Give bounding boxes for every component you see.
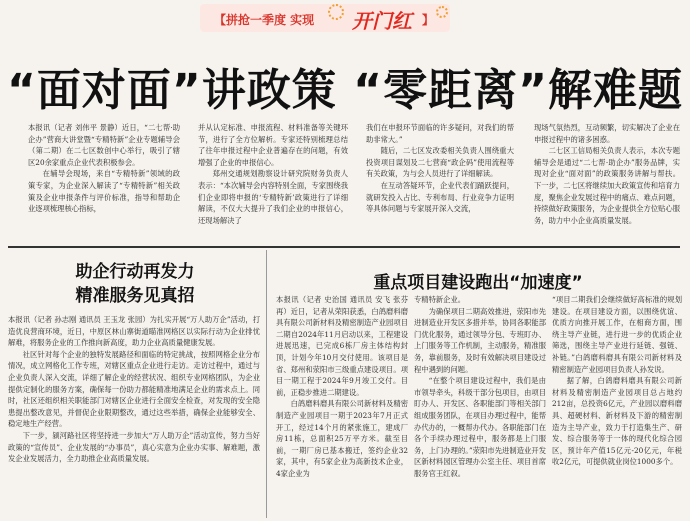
article3-paragraph: “项目二期我们会继续做好高标准的规划建设。在项目建设方面，以围绕优谊、优质方向推开展工作，在相商方面，围绕主导产业链，进行进一步的优质企业筛选，围绕主导产业进行延链、强链、补链。”白鸽磨料磨具有限公司新材料及精密制造产业园项目负责人孙发说。 <box>552 295 682 374</box>
banner-close: 】 <box>422 13 435 27</box>
article1-paragraph: 郑州交通规划勘察设计研究院财务负责人表示：“本次辅导会内容特别全面，专家围绕我们企业即将申报的‘专精特新’政策进行了详细解读，不仅大大提升了我们企业的申报信心，还现场解决了 <box>198 169 348 225</box>
article2-paragraph: 本报讯（记者 孙志刚 通讯员 王玉龙 张园）为扎实开展“万人助万企”活动，打造优良营商环境，近日，中原区林山寨街道瞄准网格区以实际行动为企业排忧解难，将服务企业的工作推向新高度，助力企业高质量健康发展。 <box>8 315 260 348</box>
article2-paragraph: 社区针对每个企业的独特发展路径和面临的特定挑战，按照网格企业分布情况，成立网格化工作专班，对辖区重点企业进行走访。走访过程中，通过与企业负责人深入交流，详细了解企业的经营状况、组织专业网格团队，为企业提供定制化的服务方案，确保每一份助力都能精准地满足企业的需求点上。同时，社区还组织相关职能部门对辖区企业进行全面安全检查，对发现的安全隐患提出整改意见，并督促企业限期整改，通过这些举措，确保企业能够安全、稳定地生产经营。 <box>8 349 260 429</box>
article1-column-2 <box>198 122 348 242</box>
article1-column-4 <box>534 122 680 242</box>
article1-paragraph: 并从认定标准、申报流程、材料准备等关键环节，进行了全方位解析。专家还特别梳理总结了往年申报过程中企业普遍存在的问题，有效增强了企业的申报信心。 <box>198 123 348 167</box>
article2-title-line-1: 助企行动再发力 <box>75 262 195 282</box>
article3-paragraph: 为确保项目二期高效推进，荥阳市先进制造业开发区多措并举，协同各职能部门优化服务，通过领导分包、专班盯办、上门服务等工作机制，主动服务，精准服务，靠前服务，及时有效解决项目建设过程中遇到的问题。 <box>414 306 546 374</box>
article1-paragraph: 在辅导会现场，来自“专精特新”领域的政策专家，为企业深入解读了“专精特新”相关政策及企业申报条件与评价标准，指导和帮助企业逐项梳理核心指标， <box>28 169 180 214</box>
article3-column-3 <box>552 294 682 519</box>
article1-column-3 <box>366 122 514 242</box>
article2-paragraph: 下一步，颍河路社区将坚持进一步加大“万人助万企”活动宣传，努力当好政策的“宣传员”、企业发展的“办事员”，真心实意为企业办实事、解难题，激发企业发展活力，全力助推企业高质量发展。 <box>8 430 260 464</box>
section-divider <box>8 246 680 248</box>
article3-paragraph: 专精特新企业。 <box>414 295 466 304</box>
article2-title <box>10 260 260 308</box>
article1-paragraph: 现场气氛热烈，互动频繁，切实解决了企业在申报过程中的诸多困惑。 <box>534 123 680 144</box>
article3-column-2 <box>414 294 546 519</box>
article1-paragraph: 二七区工信局相关负责人表示，本次专题辅导会是通过“二七帮·助企办”服务品牌，实现对企业“面对面”的政策服务讲解与帮扶。下一步，二七区将继续加大政策宣传和培育力度，聚焦企业发展过程中的痛点、难点问题，持续做好政策服务，为企业提供全方位贴心服务，助力中小企业高质量发展。 <box>534 146 680 225</box>
article3-column-1 <box>276 294 408 519</box>
main-headline: “面对面”讲政策 “零距离”解难题 <box>7 65 683 116</box>
section-banner <box>200 4 450 32</box>
banner-highlight: 开门红 <box>352 9 412 33</box>
column-divider <box>266 250 267 518</box>
article3-paragraph: “在整个项目建设过程中，我们是由市领导牵头，科级干部分包项目，由项目盯办人、开发区、各职能部门等相关部门组成服务团队，在项目办理过程中，能帮办代办的，一概帮办代办。各职能部门在各个手续办理过程中，服务都是上门服务，上门办理的。”荥阳市先进制造业开发区新材料园区管理办公室主任、项目首席服务官王红叙。 <box>414 376 546 478</box>
article3-paragraph: 据了解，白鸽磨料磨具有限公司新材料及精密制造产业园项目总占地约212亩，总投资6亿元，产业园以磨料磨具、超硬材料、新材料及下游的精密制造为主导产业，致力于打造集生产、研发、综合服务等于一体的现代化综合园区，预计年产值15亿元-20亿元，年税收2亿元，可提供就业岗位1000多个。 <box>552 376 682 467</box>
article2-body <box>8 314 260 519</box>
article3-paragraph: 白鸽磨料磨具有限公司新材料及精密制造产业园项目一期于2023年7月正式开工，经过14个月的紧张施工，建成厂房11栋，总面积25万平方米。截至目前，一期厂房已基本搬迁，签约企业32家，其中，有5家企业为高新技术企业，4家企业为 <box>276 399 408 478</box>
article3-title: 重点项目建设跑出“加速度” <box>373 273 583 293</box>
firework-icon <box>436 6 448 18</box>
article2-title-line-2: 精准服务见真招 <box>75 286 195 306</box>
article1-column-1 <box>28 122 180 242</box>
article1-paragraph: 随后，二七区发改委相关负责人围绕重大投资项目谋划及二七营商“政企码”使用流程等有关政策，为与会人员进行了详细解读。 <box>366 146 514 179</box>
article1-paragraph: 在互动答疑环节，企业代表们踊跃提问，就研发投入占比、专利布局、行业竞争力证明等具体问题与专家展开深入交流， <box>366 180 514 214</box>
article3-paragraph: 本报讯（记者 史治国 通讯员 安飞 张芬再）近日，记者从荣阳获悉，白鸽磨料磨具有限公司新材料及精密制造产业园项目二期自2024年11月启动以来，工程建设进展迅速，已完成6栋厂房主体结构封顶，计划今年10月交付使用。该项目是省、郑州和荥阳市三级重点建设项目。项目一期工程于2024年9月竣工交付。目前，正稳步推进二期建设。 <box>276 295 408 397</box>
firework-icon <box>328 4 344 20</box>
article1-paragraph: 我们在申报环节面临的许多疑问，对我们的帮助非常大。” <box>366 123 514 144</box>
banner-lead: 【拼抢一季度 实现 <box>214 13 315 27</box>
article1-lead-paragraph: 本报讯（记者 刘伟平 景静）近日，“二七帮·助企办”营商大讲堂暨“专精特新”企业专题辅导会（第二期）在二七区数创中心举行，吸引了辖区20余家重点企业代表积极参会。 <box>28 123 180 167</box>
